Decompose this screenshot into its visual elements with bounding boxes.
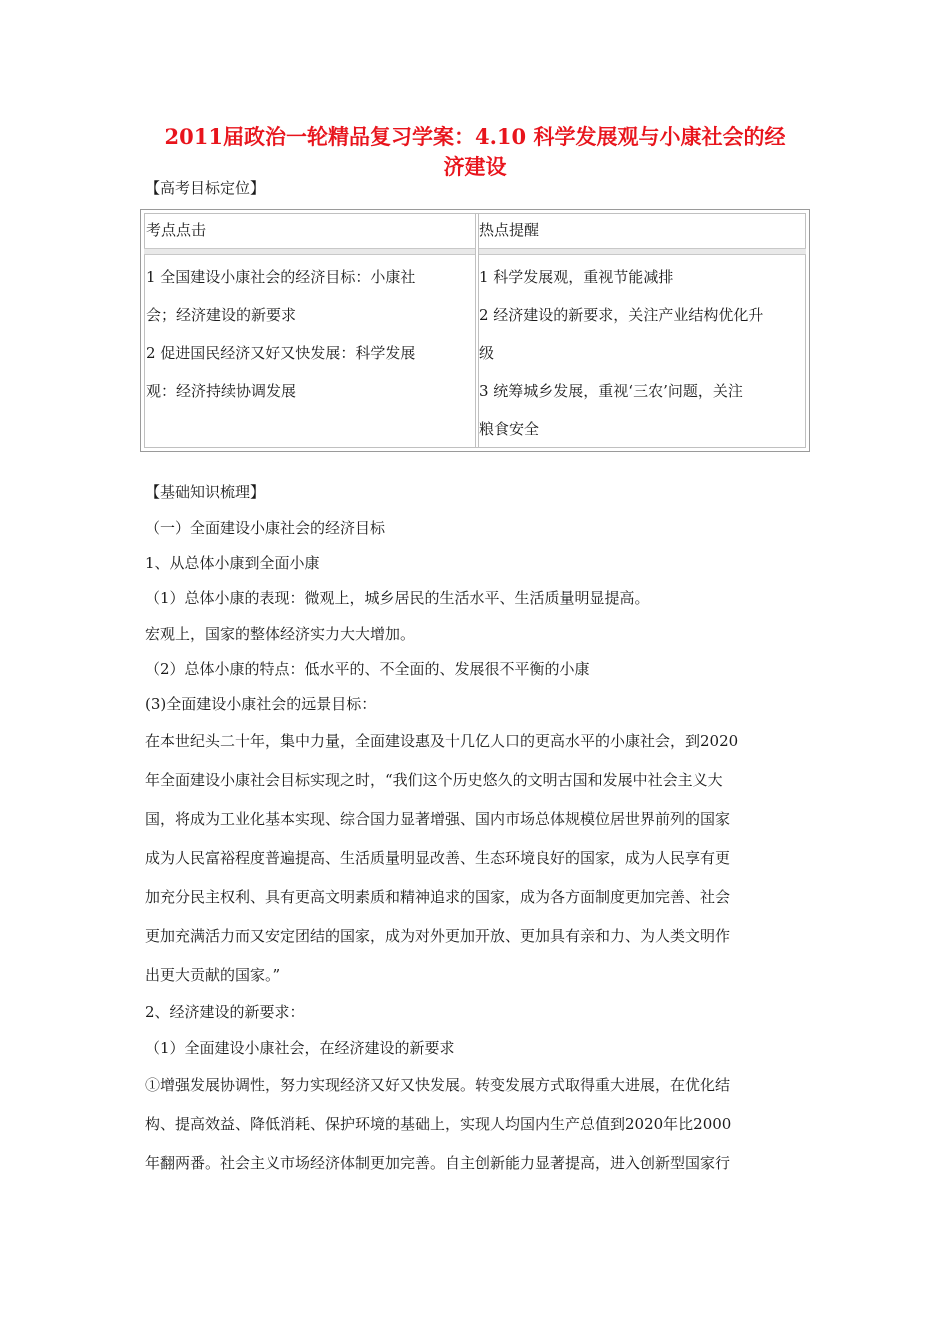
paragraph-line: (3)全面建设小康社会的远景目标： [145,695,377,713]
subsection-heading: 2、经济建设的新要求： [145,1003,305,1021]
table-header-hot-topics: 热点提醒 [479,221,540,239]
table-cell-line: 1 科学发展观，重视节能减排 [479,268,674,286]
paragraph-line: 加充分民主权利、具有更高文明素质和精神追求的国家，成为各方面制度更加完善、社会 [145,888,731,906]
section-heading-basic-knowledge: 【基础知识梳理】 [145,483,266,501]
paragraph-line: 国，将成为工业化基本实现、综合国力显著增强、国内市场总体规模位居世界前列的国家 [145,810,731,828]
table-cell-line: 2 促进国民经济又好又快发展：科学发展 [146,344,416,362]
paragraph-line: 年翻两番。社会主义市场经济体制更加完善。自主创新能力显著提高，进入创新型国家行 [145,1154,731,1172]
table-header-exam-points: 考点点击 [146,221,207,239]
paragraph-line: 构、提高效益、降低消耗、保护环境的基础上，实现人均国内生产总值到2020年比2000 [145,1115,732,1133]
exam-target-table [140,209,810,452]
table-cell-line: 粮食安全 [479,420,540,438]
table-cell-line: 3 统筹城乡发展，重视‘三农’问题，关注 [479,382,743,400]
page-title [140,122,810,182]
paragraph-line: 更加充满活力而又安定团结的国家，成为对外更加开放、更加具有亲和力、为人类文明作 [145,927,731,945]
title-line-1: 2011届政治一轮精品复习学案：4.10 科学发展观与小康社会的经 [164,124,786,149]
subsection-heading: （一）全面建设小康社会的经济目标 [145,519,386,537]
table-cell-exam-points [146,258,415,410]
table-cell-line: 2 经济建设的新要求，关注产业结构优化升 [479,306,764,324]
table-cell-line: 级 [479,344,495,362]
table-cell-hot-topics [479,258,763,448]
table-cell-line: 1 全国建设小康社会的经济目标：小康社 [146,268,416,286]
table-header-divider-right [479,248,806,255]
table-cell-line: 观：经济持续协调发展 [146,382,297,400]
paragraph-line: 成为人民富裕程度普遍提高、生活质量明显改善、生态环境良好的国家，成为人民享有更 [145,849,731,867]
table-header-divider-left [144,248,475,255]
paragraph-line: 宏观上，国家的整体经济实力大大增加。 [145,625,416,643]
section-heading-exam-targets: 【高考目标定位】 [145,179,266,197]
title-line-2: 济建设 [443,154,507,179]
paragraph-line: （1）总体小康的表现：微观上，城乡居民的生活水平、生活质量明显提高。 [145,589,650,607]
subsection-heading: （1）全面建设小康社会，在经济建设的新要求 [145,1039,455,1057]
table-cell-line: 会；经济建设的新要求 [146,306,297,324]
document-body [145,510,810,1183]
paragraph-line: 出更大贡献的国家。” [145,966,281,984]
subsection-heading: 1、从总体小康到全面小康 [145,554,320,572]
paragraph-line: 年全面建设小康社会目标实现之时，“我们这个历史悠久的文明古国和发展中社会主义大 [145,771,723,789]
paragraph-line: （2）总体小康的特点：低水平的、不全面的、发展很不平衡的小康 [145,660,590,678]
paragraph-line: 在本世纪头二十年，集中力量，全面建设惠及十几亿人口的更高水平的小康社会，到2020 [145,732,739,750]
paragraph-line: ①增强发展协调性，努力实现经济又好又快发展。转变发展方式取得重大进展，在优化结 [145,1076,731,1094]
